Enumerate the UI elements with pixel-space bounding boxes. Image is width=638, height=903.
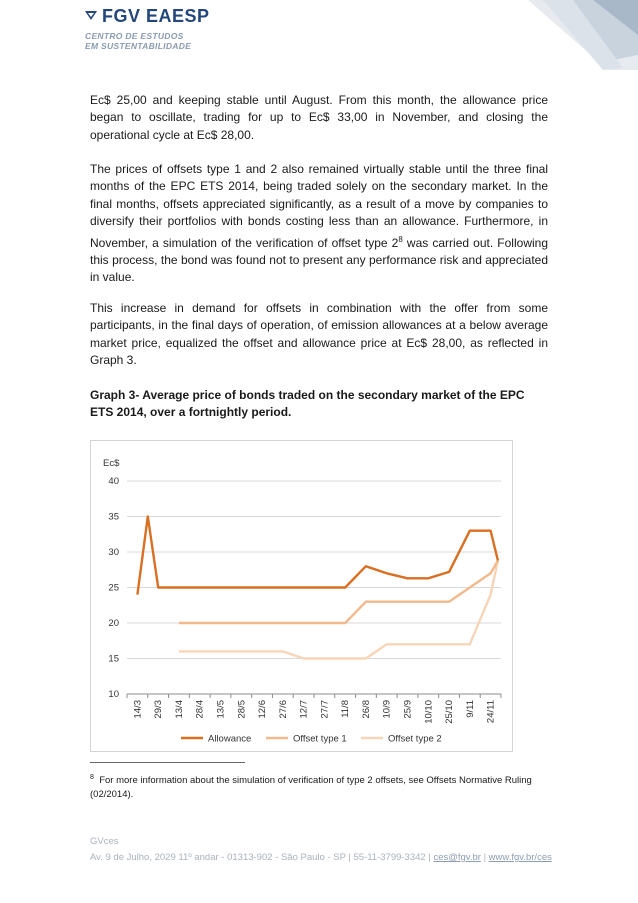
paragraph-2 xyxy=(90,161,548,287)
footer-org: GVces xyxy=(90,836,119,847)
x-tick-label: 13/5 xyxy=(215,700,227,719)
legend-label: Allowance xyxy=(208,733,252,745)
paragraph-3: This increase in demand for offsets in combination with the offer from some participants, in the final days of operation, of emission allowances at a below average market price, equalized the offset and allowance price at Ec$ 28,00, as reflected in Graph 3. xyxy=(90,301,548,368)
x-tick-label: 26/8 xyxy=(360,700,372,719)
footnote-text: For more information about the simulation of verification of type 2 offsets, see Offsets Normative Ruling (02/2014). xyxy=(90,775,532,801)
price-line-chart xyxy=(91,441,512,751)
paragraph-1: Ec$ 25,00 and keeping stable until August. From this month, the allowance price began to oscillate, trading for up to Ec$ 33,00 in November, and closing the operational cycle at Ec$ 28,00. xyxy=(90,93,548,142)
chart-frame xyxy=(90,440,513,752)
paragraph-2-part-a: The prices of offsets type 1 and 2 also remained virtually stable until the three final months of the EPC ETS 2014, being traded solely on the secondary market. In the final months, offsets appreciated significantly, as a result of a move by companies to diversify their portfolios with bonds costing less than an allowance. Furthermore, in November, a simulation of the verification of offset type 2 xyxy=(90,162,548,250)
x-tick-label: 28/4 xyxy=(194,700,206,719)
brand-subtitle-2: EM SUSTENTABILIDADE xyxy=(85,41,192,51)
x-tick-label: 27/6 xyxy=(277,700,289,719)
x-tick-label: 28/5 xyxy=(236,700,248,719)
footer-email-link[interactable]: ces@fgv.br xyxy=(433,852,481,863)
footer-separator: | xyxy=(483,852,487,863)
y-tick-label: 25 xyxy=(108,582,119,594)
x-tick-label: 25/10 xyxy=(444,700,456,724)
x-tick-label: 10/9 xyxy=(381,700,393,719)
y-tick-label: 15 xyxy=(108,653,119,665)
footnote-rule xyxy=(90,762,245,763)
y-axis-label: Ec$ xyxy=(103,458,120,469)
footnote-number: 8 xyxy=(90,774,94,781)
x-tick-label: 11/8 xyxy=(340,700,352,718)
x-tick-label: 27/7 xyxy=(319,700,331,719)
brand-subtitle-1: CENTRO DE ESTUDOS xyxy=(85,31,184,41)
y-tick-label: 10 xyxy=(108,689,119,700)
x-tick-label: 29/3 xyxy=(153,700,165,719)
page-header xyxy=(0,0,638,72)
paragraph-2-part-b: was carried out. Following this process, the bond was found not to present any performance risk and appreciated in value. xyxy=(90,235,548,285)
footer-website-link[interactable]: www.fgv.br/ces xyxy=(488,852,552,863)
y-tick-label: 30 xyxy=(108,547,119,558)
footer-address-text: Av. 9 de Julho, 2029 11º andar - 01313-902 - São Paulo - SP | 55-11-3799-3342 | xyxy=(90,852,431,863)
x-tick-label: 12/6 xyxy=(257,700,269,719)
footnote-8 xyxy=(90,771,540,802)
y-tick-label: 40 xyxy=(108,476,119,487)
series-line-allowance xyxy=(137,517,498,595)
y-tick-label: 20 xyxy=(108,618,119,629)
header-decoration xyxy=(513,0,638,70)
x-tick-label: 14/3 xyxy=(132,700,144,719)
x-tick-label: 24/11 xyxy=(485,700,497,724)
x-tick-label: 9/11 xyxy=(464,700,476,718)
legend-label: Offset type 2 xyxy=(388,733,442,745)
legend-label: Offset type 1 xyxy=(293,733,347,745)
series-line-offset-type-2 xyxy=(179,561,498,659)
x-tick-label: 13/4 xyxy=(173,700,185,719)
graph-caption: Graph 3- Average price of bonds traded on the secondary market of the EPC ETS 2014, over a fortnightly period. xyxy=(90,388,525,420)
x-tick-label: 25/9 xyxy=(402,700,414,719)
fgv-logo-icon xyxy=(84,10,98,21)
footer-address xyxy=(90,852,552,863)
brand-name: FGV EAESP xyxy=(102,6,210,26)
footnote-ref-8[interactable]: 8 xyxy=(398,234,403,244)
y-tick-label: 35 xyxy=(108,511,119,523)
x-tick-label: 12/7 xyxy=(298,700,310,719)
x-tick-label: 10/10 xyxy=(423,700,435,724)
